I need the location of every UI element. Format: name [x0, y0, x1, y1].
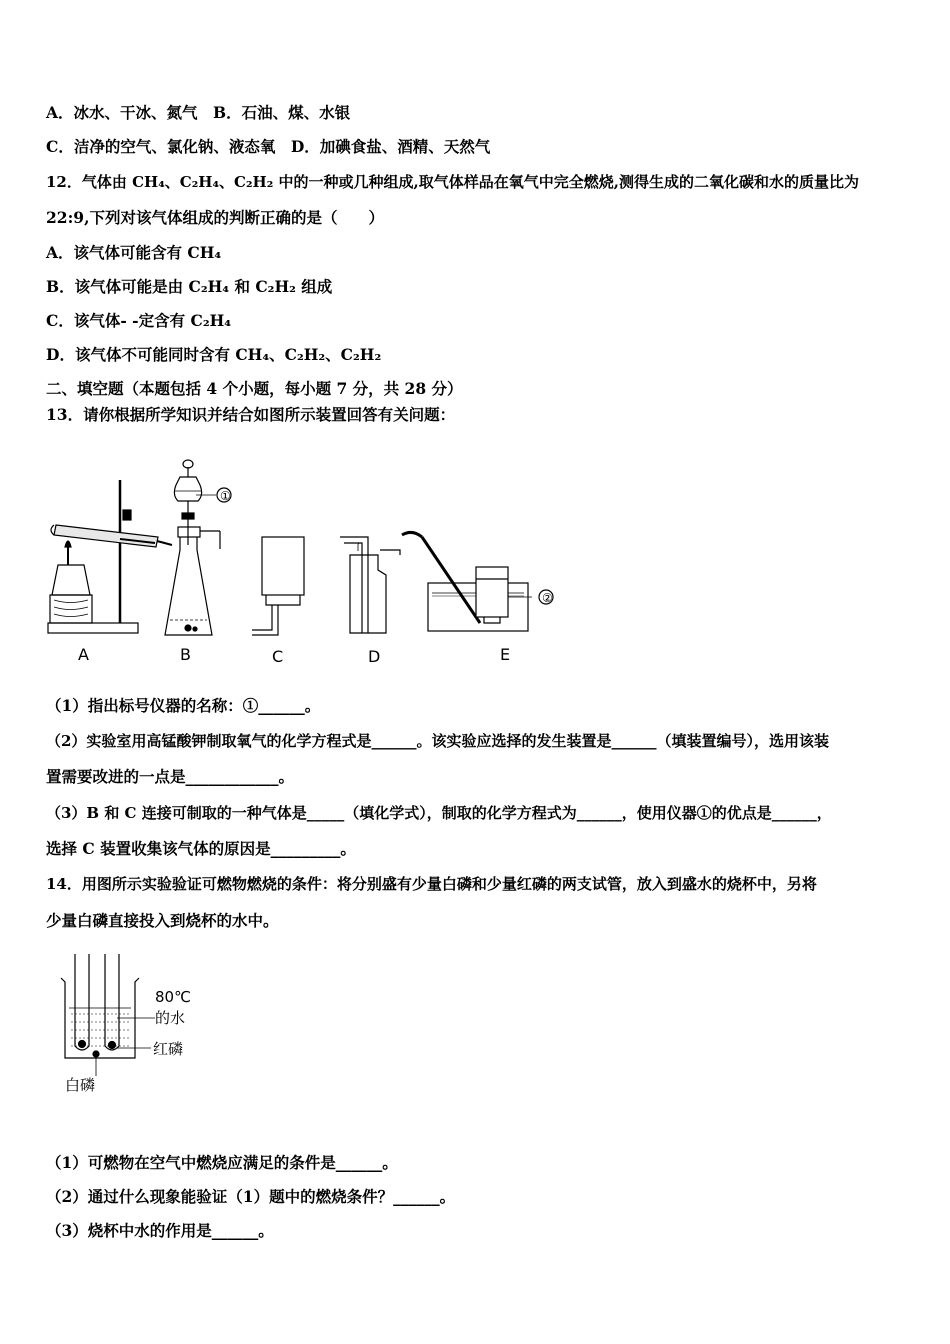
q14-label-white-phosphorus: 白磷 [65, 1076, 96, 1094]
apparatus-b [165, 460, 231, 664]
q13-label-e: E [500, 645, 511, 664]
q14-stem-line1: 14．用图所示实验验证可燃物燃烧的条件：将分别盛有少量白磷和少量红磷的两支试管，放入到盛水的烧杯中，另将 [46, 875, 817, 893]
q12-option-c: C．该气体- -定含有 C₂H₄ [46, 311, 232, 330]
q14-part2: （2）通过什么现象能验证（1）题中的燃烧条件？______。 [46, 1187, 456, 1206]
q11-option-cd: C．洁净的空气、氯化钠、液态氧 D．加碘食盐、酒精、天然气 [46, 137, 491, 156]
q14-label-water: 的水 [155, 1009, 186, 1027]
q13-label-b: B [180, 645, 191, 664]
apparatus-d [340, 537, 400, 666]
q13-part2-line1: （2）实验室用高锰酸钾制取氧气的化学方程式是______。该实验应选择的发生装置是______（填装置编号），选用该装 [46, 732, 829, 750]
q13-marker2: ② [542, 591, 553, 605]
q13-part3-line2: 选择 C 装置收集该气体的原因是_________。 [46, 839, 356, 858]
q14-part3: （3）烧杯中水的作用是______。 [46, 1221, 274, 1240]
q12-option-d: D．该气体不可能同时含有 CH₄、C₂H₂、C₂H₂ [46, 345, 382, 364]
apparatus-c [252, 537, 304, 666]
q13-label-a: A [78, 645, 89, 664]
q14-part1: （1）可燃物在空气中燃烧应满足的条件是______。 [46, 1153, 398, 1172]
q13-part3-line1: （3）B 和 C 连接可制取的一种气体是_____（填化学式），制取的化学方程式为______，使用仪器①的优点是______， [46, 804, 832, 822]
q13-marker1: ① [220, 489, 231, 503]
q13-part2-line2: 置需要改进的一点是____________。 [46, 767, 295, 786]
q13-label-d: D [368, 647, 381, 666]
q11-option-ab: A．冰水、干冰、氮气 B．石油、煤、水银 [46, 103, 351, 122]
q12-option-a: A．该气体可能含有 CH₄ [46, 243, 222, 262]
q14-beaker-figure [55, 950, 255, 1100]
q13-apparatus-figure [40, 455, 570, 670]
q14-label-red-phosphorus: 红磷 [153, 1040, 184, 1058]
q13-stem: 13．请你根据所学知识并结合如图所示装置回答有关问题： [46, 405, 456, 424]
q12-stem-line2: 22:9,下列对该气体组成的判断正确的是（ ） [46, 208, 384, 227]
q13-label-c: C [272, 647, 284, 666]
q14-label-temp: 80℃ [155, 988, 191, 1006]
apparatus-e [402, 532, 553, 664]
section2-heading: 二、填空题（本题包括 4 个小题，每小题 7 分，共 28 分） [46, 379, 463, 398]
q14-stem-line2: 少量白磷直接投入到烧杯的水中。 [46, 911, 279, 930]
q12-option-b: B．该气体可能是由 C₂H₄ 和 C₂H₂ 组成 [46, 277, 333, 296]
q13-part1: （1）指出标号仪器的名称：①______。 [46, 696, 321, 715]
apparatus-a [48, 480, 172, 664]
q12-stem-line1: 12．气体由 CH₄、C₂H₄、C₂H₂ 中的一种或几种组成,取气体样品在氧气中完全燃烧,测得生成的二氧化碳和水的质量比为 [46, 173, 859, 191]
